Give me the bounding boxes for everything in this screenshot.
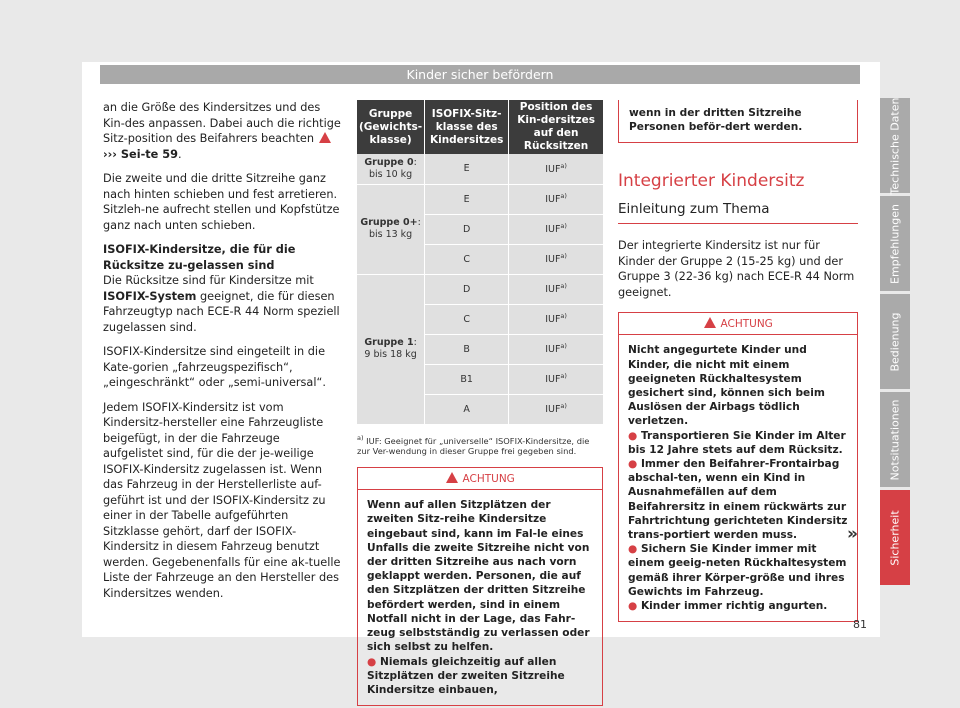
table-footnote: $^{a)}$ IUF: Geeignet für „universelle“ ISOFIX-Kindersitze, die zur Ver-wendung in dieser Gruppe frei gegeben sind. [357,433,590,457]
tab-notsituationen[interactable]: Notsituationen [880,392,910,487]
tab-bedienung[interactable]: Bedienung [880,294,910,389]
page-number: 81 [853,618,867,631]
bullet-icon: ● [628,458,638,471]
list-item: ● Kinder immer richtig angurten. [628,600,828,613]
paragraph: ISOFIX-Kindersitze sind eingeteilt in die Kate-gorien „fahrzeugspezifisch“, „eingeschränkt“ oder „semi-universal“. [103,345,326,389]
right-column [618,100,858,622]
section-subtitle: Einleitung zum Thema [618,201,858,224]
paragraph: Der integrierte Kindersitz ist nur für Kinder der Gruppe 2 (15-25 kg) und der Gruppe 3 (22-36 kg) nach ECE-R 44 Norm geeignet. [618,239,855,299]
isofix-table [357,100,603,425]
paragraph: an die Größe des Kindersitzes und des Kin-des anpassen. Dabei auch die richtige Sitz-position des Beifahrers beachten ››› Sei-te 59. [103,101,341,161]
table-row [357,184,603,214]
section-title: Integrierter Kindersitz [618,171,805,192]
header-cell: Position des Kin-dersitzes auf den Rücksitzen [509,100,603,154]
section-heading: ISOFIX-Kindersitze, die für die Rücksitze zu-gelassen sind [103,243,296,272]
paragraph: Die Rücksitze sind für Kindersitze mit ISOFIX-System geeignet, die für diesen Fahrzeugtyp nach ECE-R 44 Norm speziell zugelassen sind. [103,274,340,334]
warning-title: ACHTUNG [358,468,602,490]
seat-class-cell: D [425,274,509,304]
header-cell: ISOFIX-Sitz-klasse des Kindersitzes [425,100,509,154]
middle-column [357,100,603,706]
warning-body: Wenn auf allen Sitzplätzen der zweiten Sitz-reihe Kindersitze eingebaut sind, kann im Fal-le eines Unfalls die zweite Sitzreihe nicht von der dritten Sitzreihe aus nach vorn geklappt werden. Personen, die auf den Sitzplätzen der dritten Sitzreihe befördert werden, sind in einem Notfall nicht in der Lage, das Fahr-zeug selbstständig zu verlassen oder sich selbst zu helfen. ● Niemals gleichzeitig auf allen Sitzplätzen der zweiten Sitzreihe Kindersitze einbauen, [358,490,602,705]
seat-class-cell: C [425,244,509,274]
tab-empfehlungen[interactable]: Empfehlungen [880,196,910,291]
warning-box [357,467,603,706]
list-item: ● Sichern Sie Kinder immer mit einem geeig-neten Rückhaltesystem gemäß ihrer Körper-größe und ihres Gewichts im Fahrzeug. [628,543,847,598]
warning-continuation: wenn in der dritten Sitzreihe Personen beför-dert werden. [618,100,858,143]
position-cell: IUF$^{a)}$ [509,394,603,424]
group-cell: Gruppe 0: bis 10 kg [357,154,425,184]
seat-class-cell: E [425,184,509,214]
group-cell: Gruppe 1: 9 bis 18 kg [357,274,425,424]
warning-triangle-icon [446,472,458,483]
warning-title: ACHTUNG [619,313,857,335]
tab-sicherheit[interactable]: Sicherheit [880,490,910,585]
position-cell: IUF$^{a)}$ [509,364,603,394]
tab-technische-daten[interactable]: Technische Daten [880,98,910,193]
bullet-icon: ● [628,543,638,556]
position-cell: IUF$^{a)}$ [509,214,603,244]
table-row [357,154,603,184]
position-cell: IUF$^{a)}$ [509,304,603,334]
list-item: ● Niemals gleichzeitig auf allen Sitzplätzen der zweiten Sitzreihe Kindersitze einbauen, [367,655,565,696]
continued-icon: » [847,524,858,544]
page-reference-link[interactable]: ››› Sei-te 59 [103,147,178,161]
seat-class-cell: B [425,334,509,364]
position-cell: IUF$^{a)}$ [509,274,603,304]
table-body [357,154,603,424]
table-header-row [357,100,603,154]
bullet-icon: ● [628,429,638,442]
paragraph: Jedem ISOFIX-Kindersitz ist vom Kindersitz-hersteller eine Fahrzeugliste beigefügt, in der die Fahrzeuge aufgelistet sind, für die der je-weilige ISOFIX-Kindersitz zugelassen ist. Wenn das Fahrzeug in der Herstellerliste auf-geführt ist und der ISOFIX-Kindersitz zu einer in der Tabelle aufgeführten Sitzklasse gehört, darf der ISOFIX-Kindersitz in diesem Fahrzeug benutzt werden. Gegebenenfalls für eine ak-tuelle Liste der Fahrzeuge an den Hersteller des Kindersitzes wenden. [103,400,341,600]
position-cell: IUF$^{a)}$ [509,154,603,184]
header-cell: Gruppe (Gewichts-klasse) [357,100,425,154]
list-item: ● Immer den Beifahrer-Frontairbag abschal-ten, wenn ein Kind in Ausnahmefällen auf dem Beifahrersitz in einem rückwärts zur Fahrtrichtung gerichteten Kindersitz trans-portiert werden muss. [628,458,848,542]
position-cell: IUF$^{a)}$ [509,184,603,214]
seat-class-cell: B1 [425,364,509,394]
seat-class-cell: A [425,394,509,424]
table-row [357,274,603,304]
list-item: ● Transportieren Sie Kinder im Alter bis 12 Jahre stets auf dem Rücksitz. [628,429,846,456]
seat-class-cell: D [425,214,509,244]
paragraph: Die zweite und die dritte Sitzreihe ganz nach hinten schieben und fest arretieren. Sitzleh-ne aufrecht stellen und Kopfstütze ganz nach unten schieben. [103,172,340,232]
warning-triangle-icon [704,317,716,328]
left-column [103,100,343,610]
bullet-icon: ● [628,600,638,613]
warning-box [618,312,858,622]
chapter-title: Kinder sicher befördern [100,65,860,84]
seat-class-cell: E [425,154,509,184]
warning-body: Nicht angegurtete Kinder und Kinder, die nicht mit einem geeigneten Rückhaltesystem gesichert sind, können sich beim Auslösen der Airbags tödlich verletzen. ● Transportieren Sie Kinder im Alter bis 12 Jahre stets auf dem Rücksitz. ● Immer den Beifahrer-Frontairbag abschal-ten, wenn ein Kind in Ausnahmefällen auf dem Beifahrersitz in einem rückwärts zur Fahrtrichtung gerichteten Kindersitz trans-portiert werden muss. ● Sichern Sie Kinder immer mit einem geeig-neten Rückhaltesystem gemäß ihrer Körper-größe und ihres Gewichts im Fahrzeug. ● Kinder immer richtig angurten. [628,344,848,613]
bullet-icon: ● [367,655,377,668]
seat-class-cell: C [425,304,509,334]
warning-triangle-icon [319,132,331,143]
side-tabs [880,98,910,588]
group-cell: Gruppe 0+: bis 13 kg [357,184,425,274]
position-cell: IUF$^{a)}$ [509,334,603,364]
position-cell: IUF$^{a)}$ [509,244,603,274]
